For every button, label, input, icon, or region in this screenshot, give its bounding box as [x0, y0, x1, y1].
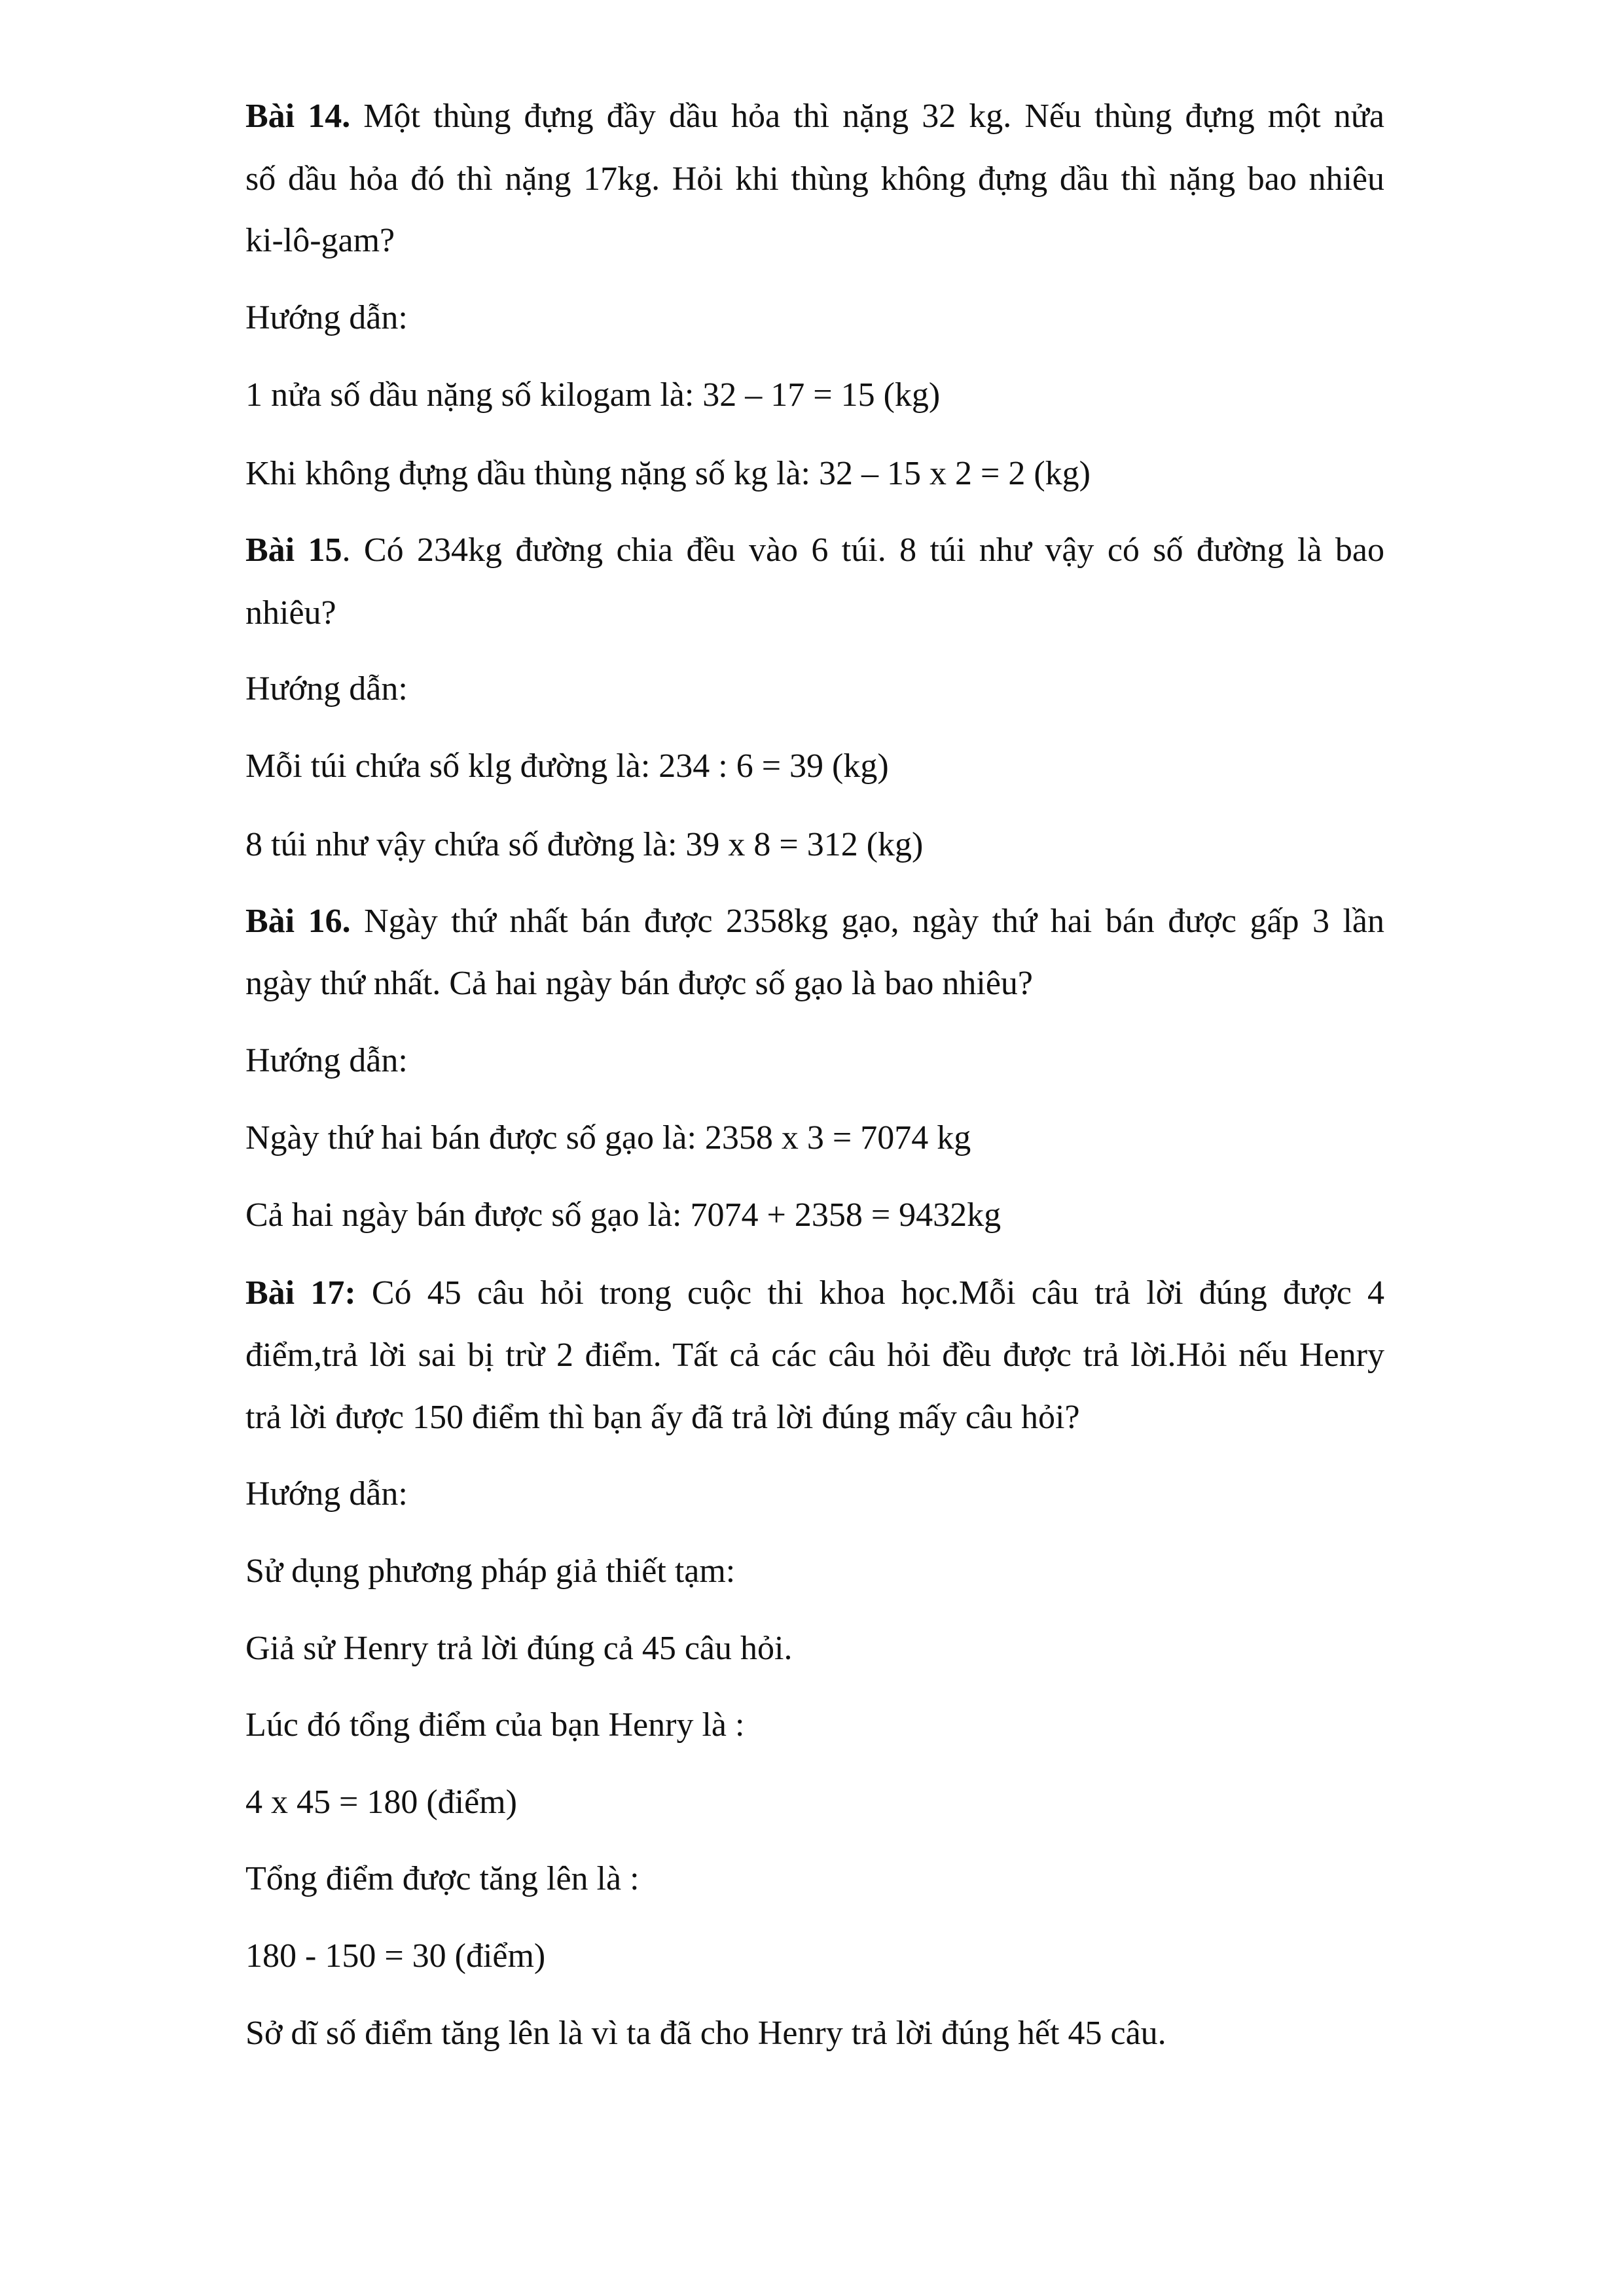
- problem-17-label: Bài 17:: [245, 1274, 356, 1312]
- problem-16-line-1: Bài 16. Ngày thứ nhất bán được 2358kg gạo, ngày thứ hai bán được gấp 3 lần: [245, 903, 1384, 940]
- problem-16-solution-2: Cả hai ngày bán được số gạo là: 7074 + 2358 = 9432kg: [245, 1196, 1001, 1234]
- problem-14-solution-1: 1 nửa số dầu nặng số kilogam là: 32 – 17 = 15 (kg): [245, 376, 941, 414]
- problem-17-solution-5: Tổng điểm được tăng lên là :: [245, 1860, 640, 1897]
- problem-14-line-3: ki-lô-gam?: [245, 222, 395, 259]
- problem-17-line-3: trả lời được 150 điểm thì bạn ấy đã trả lời đúng mấy câu hỏi?: [245, 1399, 1080, 1436]
- problem-14-guide: Hướng dẫn:: [245, 299, 408, 336]
- problem-15-line-2: nhiêu?: [245, 594, 336, 632]
- problem-15-solution-2: 8 túi như vậy chứa số đường là: 39 x 8 = 312 (kg): [245, 826, 924, 863]
- problem-17-solution-2: Giả sử Henry trả lời đúng cả 45 câu hỏi.: [245, 1630, 793, 1667]
- problem-14-line-1: Bài 14. Một thùng đựng đầy dầu hỏa thì nặng 32 kg. Nếu thùng đựng một nửa: [245, 98, 1384, 135]
- problem-14-solution-2: Khi không đựng dầu thùng nặng số kg là: 32 – 15 x 2 = 2 (kg): [245, 455, 1091, 492]
- problem-17-solution-7: Sở dĩ số điểm tăng lên là vì ta đã cho Henry trả lời đúng hết 45 câu.: [245, 2015, 1166, 2052]
- problem-17-line-1: Bài 17: Có 45 câu hỏi trong cuộc thi khoa học.Mỗi câu trả lời đúng được 4: [245, 1274, 1384, 1312]
- problem-17-solution-1: Sử dụng phương pháp giả thiết tạm:: [245, 1552, 736, 1590]
- problem-16-line-2: ngày thứ nhất. Cả hai ngày bán được số gạo là bao nhiêu?: [245, 965, 1033, 1002]
- problem-17-solution-4: 4 x 45 = 180 (điểm): [245, 1784, 517, 1821]
- problem-15-guide: Hướng dẫn:: [245, 670, 408, 708]
- problem-14-label: Bài 14.: [245, 98, 351, 135]
- problem-14-line-2: số dầu hỏa đó thì nặng 17kg. Hỏi khi thùng không đựng dầu thì nặng bao nhiêu: [245, 160, 1384, 198]
- problem-17-guide: Hướng dẫn:: [245, 1475, 408, 1513]
- problem-17-line-2: điểm,trả lời sai bị trừ 2 điểm. Tất cả các câu hỏi đều được trả lời.Hỏi nếu Henry: [245, 1336, 1384, 1374]
- problem-16-solution-1: Ngày thứ hai bán được số gạo là: 2358 x 3 = 7074 kg: [245, 1119, 971, 1157]
- problem-17-solution-6: 180 - 150 = 30 (điểm): [245, 1937, 546, 1975]
- problem-15-solution-1: Mỗi túi chứa số klg đường là: 234 : 6 = 39 (kg): [245, 747, 889, 785]
- problem-15-line-1: Bài 15. Có 234kg đường chia đều vào 6 túi. 8 túi như vậy có số đường là bao: [245, 531, 1384, 569]
- problem-15-label: Bài 15: [245, 531, 342, 569]
- problem-16-guide: Hướng dẫn:: [245, 1042, 408, 1079]
- problem-16-label: Bài 16.: [245, 903, 351, 940]
- problem-17-solution-3: Lúc đó tổng điểm của bạn Henry là :: [245, 1706, 745, 1744]
